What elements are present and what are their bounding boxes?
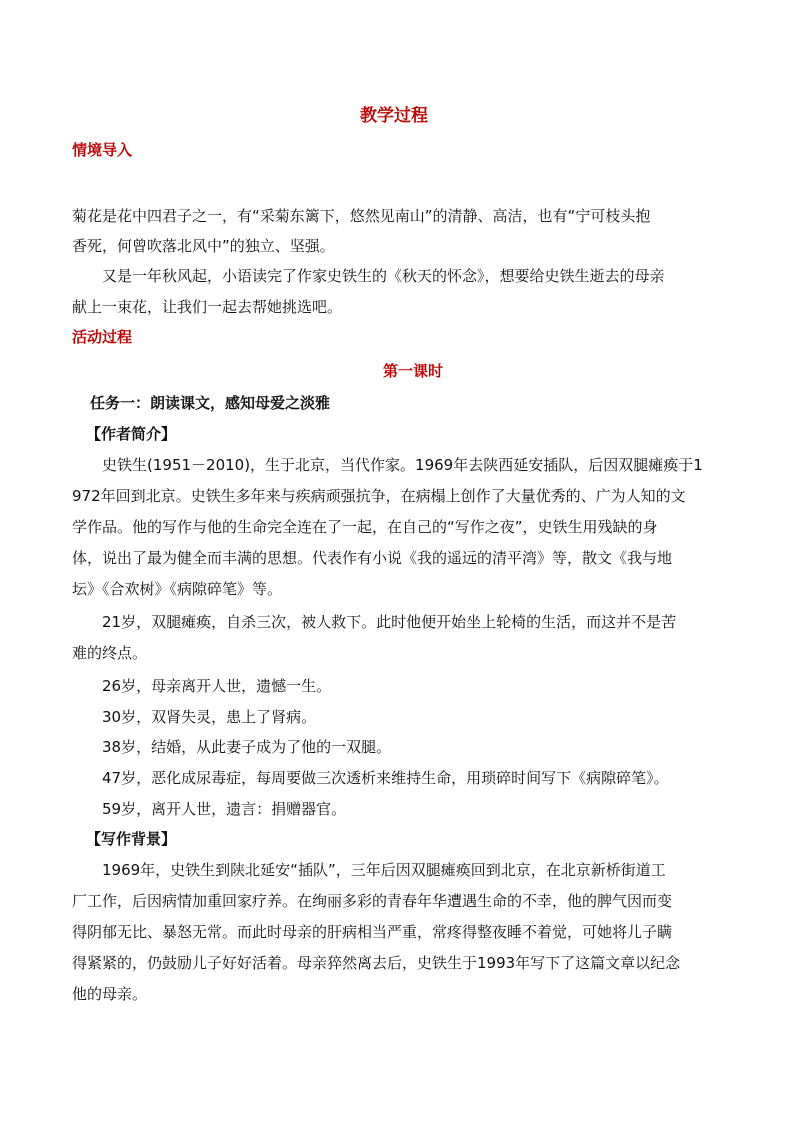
- lesson-heading: 第一课时: [383, 362, 444, 380]
- writing-background-heading: 【写作背景】: [86, 830, 177, 848]
- background-line: 1969年，史铁生到陕北延安“插队”，三年后因双腿瘫痪回到北京，在北京新桥街道工: [102, 861, 666, 879]
- background-line: 厂工作，后因病情加重回家疗养。在绚丽多彩的青春年华遭遇生命的不幸，他的脾气因而变: [72, 892, 673, 910]
- author-line: 难的终点。: [72, 644, 148, 662]
- author-line: 38岁，结婚，从此妻子成为了他的一双腿。: [102, 738, 392, 756]
- paragraph-line: 献上一束花，让我们一起去帮她挑选吧。: [72, 298, 343, 316]
- background-line: 他的母亲。: [72, 985, 148, 1003]
- paragraph-line: 菊花是花中四君子之一，有“采菊东篱下，悠然见南山”的清静、高洁，也有“宁可枝头抱: [72, 207, 651, 225]
- section-heading-intro: 情境导入: [72, 141, 133, 159]
- page-title: 教学过程: [360, 106, 428, 126]
- paragraph-line: 又是一年秋风起，小语读完了作家史铁生的《秋天的怀念》，想要给史铁生逝去的母亲: [102, 267, 665, 285]
- task-heading: 任务一：朗读课文，感知母爱之淡雅: [90, 394, 331, 412]
- section-heading-activity: 活动过程: [72, 328, 133, 346]
- background-line: 得阴郁无比、暴怒无常。而此时母亲的肝病相当严重，常疼得整夜睡不着觉，可她将儿子瞒: [72, 923, 673, 941]
- author-intro-heading: 【作者简介】: [86, 425, 177, 443]
- author-line: 史铁生(1951－2010)，生于北京，当代作家。1969年去陕西延安插队，后因双腿瘫痪于1: [102, 456, 703, 474]
- author-line: 59岁，离开人世，遗言：捐赠器官。: [102, 800, 347, 818]
- author-line: 26岁，母亲离开人世，遗憾一生。: [102, 677, 332, 695]
- author-line: 21岁，双腿瘫痪，自杀三次，被人救下。此时他便开始坐上轮椅的生活，而这并不是苦: [102, 613, 677, 631]
- background-line: 得紧紧的，仍鼓励儿子好好活着。母亲猝然离去后，史铁生于1993年写下了这篇文章以纪念: [72, 954, 681, 972]
- paragraph-line: 香死，何曾吹落北风中”的独立、坚强。: [72, 237, 335, 255]
- author-line: 体，说出了最为健全而丰满的思想。代表作有小说《我的遥远的清平湾》等，散文《我与地: [72, 549, 673, 567]
- author-line: 972年回到北京。史铁生多年来与疾病顽强抗争，在病榻上创作了大量优秀的、广为人知的文: [72, 487, 686, 505]
- author-line: 30岁，双肾失灵，患上了肾病。: [102, 708, 317, 726]
- author-line: 坛》《合欢树》《病隙碎笔》等。: [72, 580, 283, 598]
- author-line: 学作品。他的写作与他的生命完全连在了一起，在自己的“写作之夜”，史铁生用残缺的身: [72, 518, 658, 536]
- author-line: 47岁，恶化成尿毒症，每周要做三次透析来维持生命，用琐碎时间写下《病隙碎笔》。: [102, 769, 669, 787]
